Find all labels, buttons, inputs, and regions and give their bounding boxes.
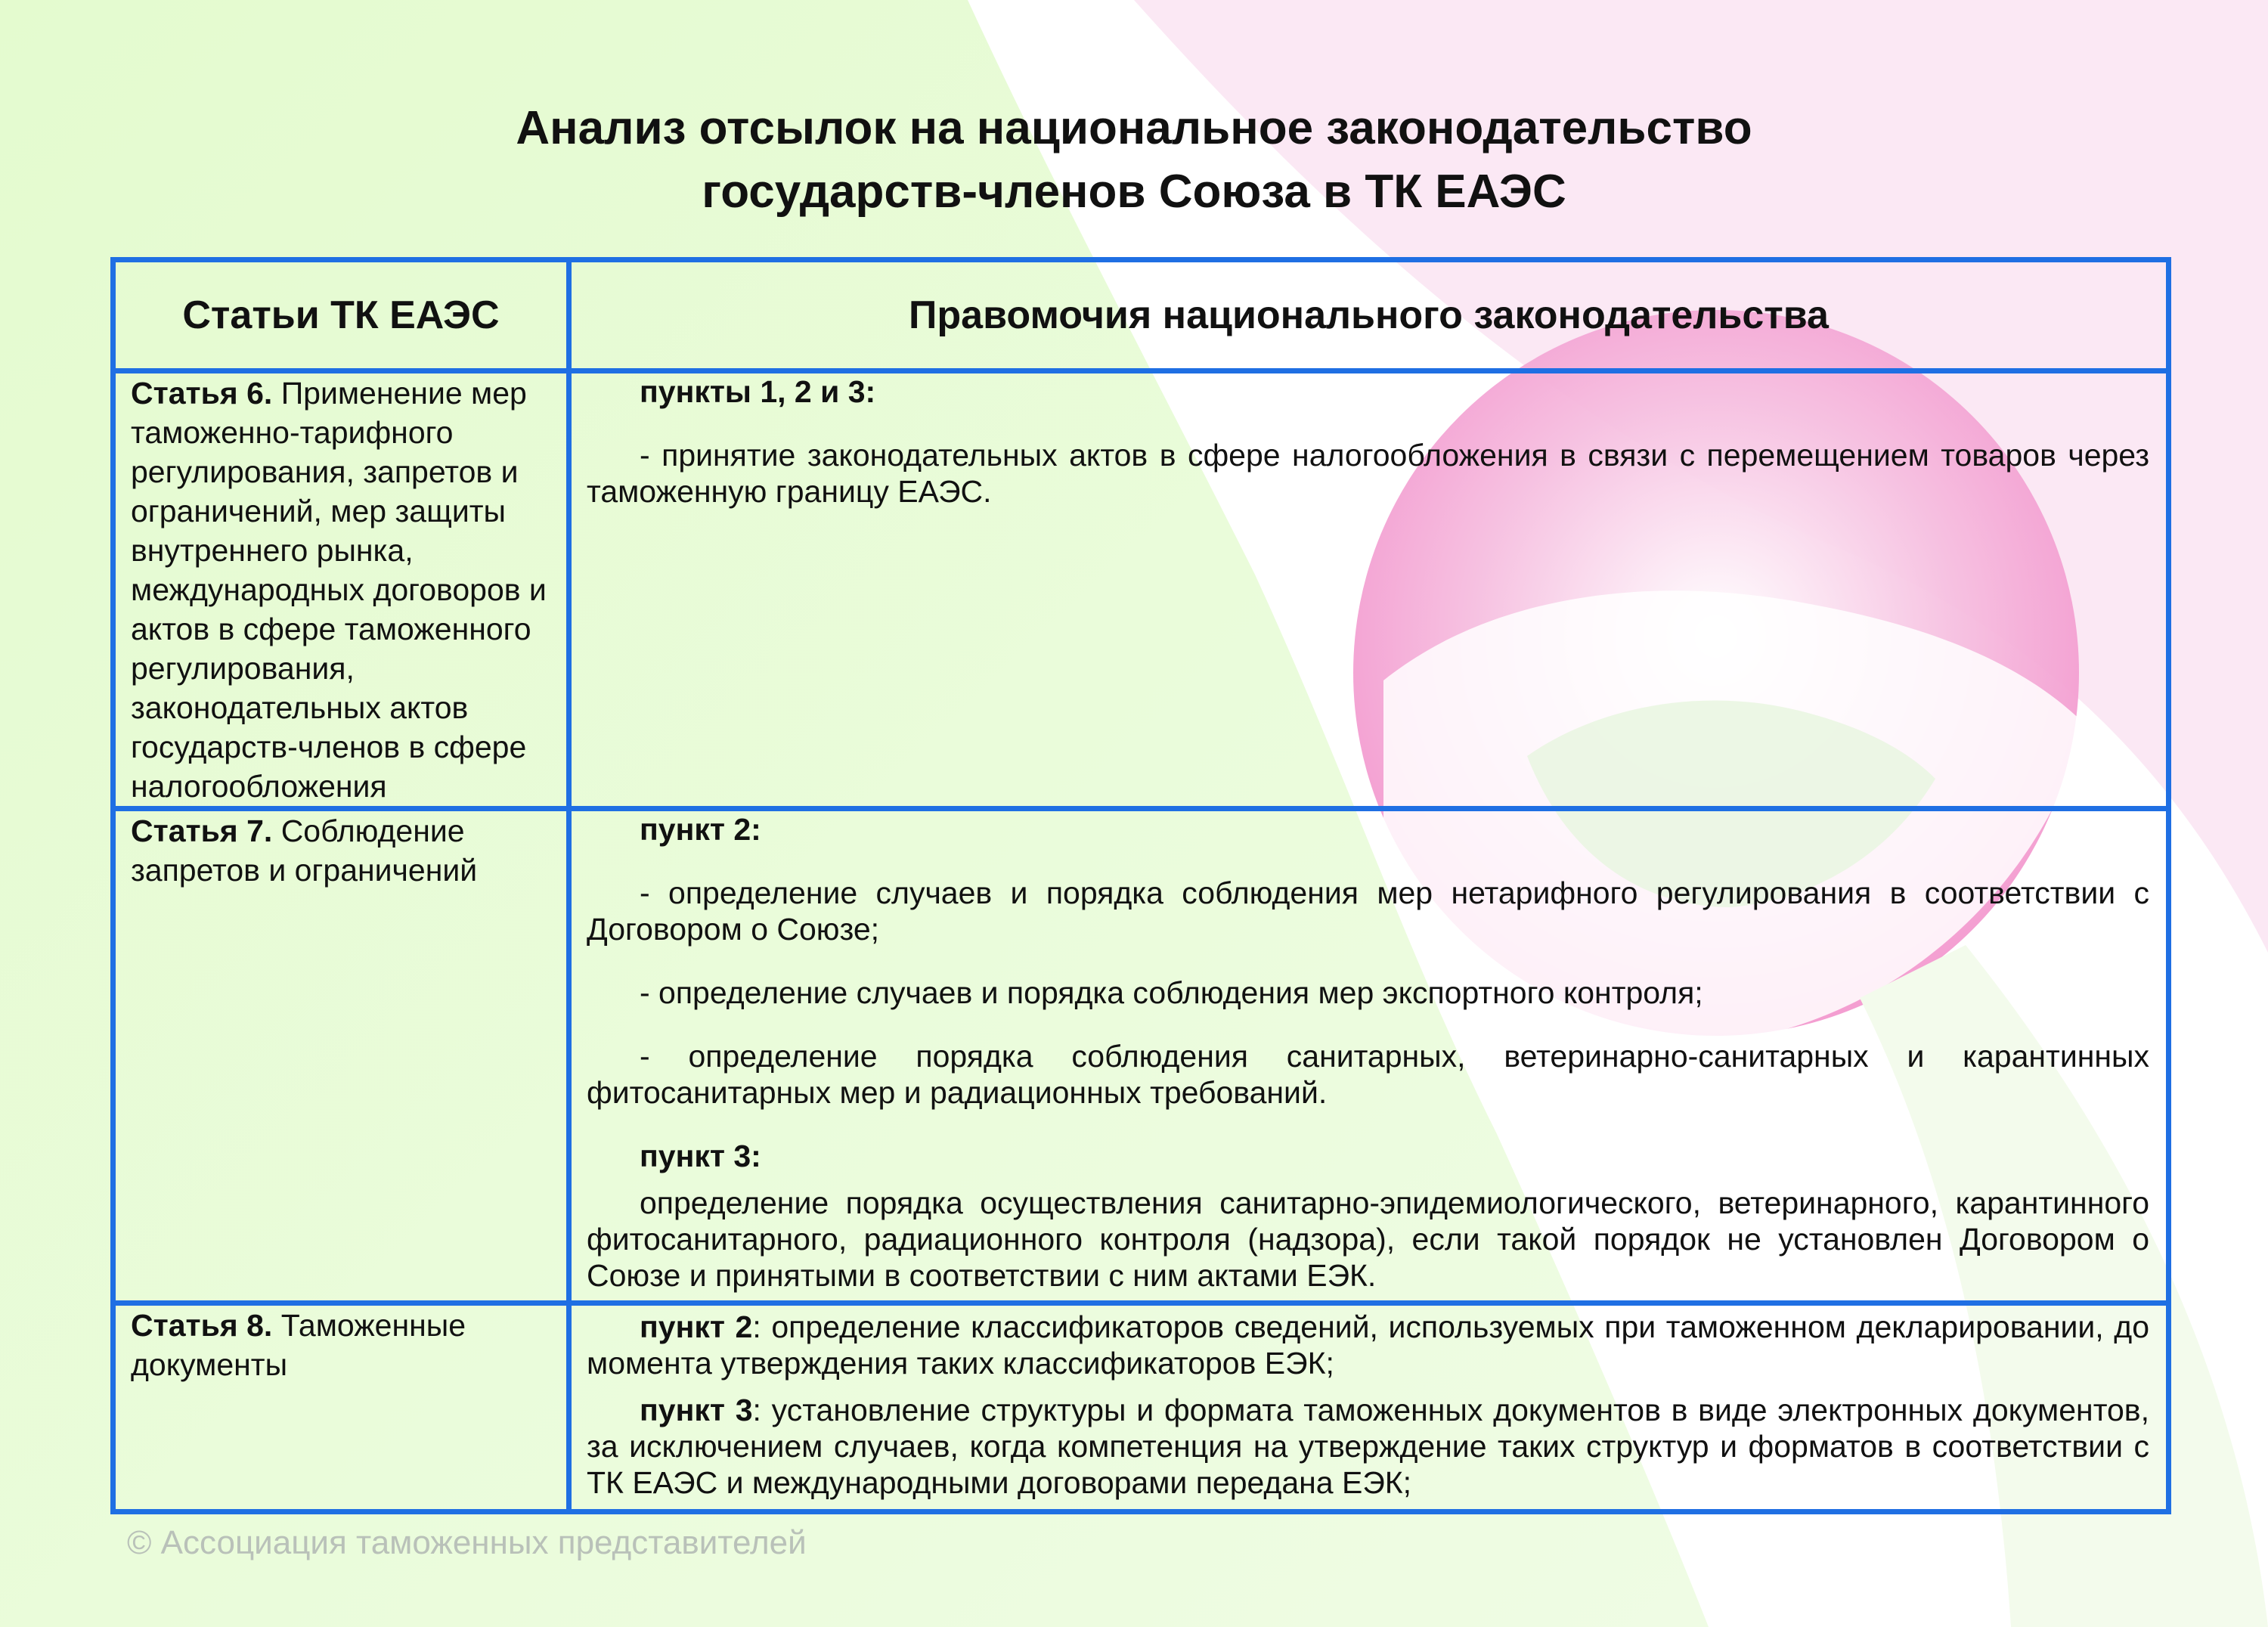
- article-label: Статья 7.: [131, 814, 273, 848]
- table-row: [113, 1303, 2169, 1512]
- point-item: - определение случаев и порядка соблюдения мер нетарифного регулирования в соответствии с Договором о Союзе;: [587, 875, 2149, 947]
- point-text: : установление структуры и формата таможенных документов в виде электронных документов, за исключением случаев, когда компетенция на утверждение таких структур и форматов в соответствии с ТК ЕАЭС и международными договорами передана ЕЭК;: [587, 1393, 2149, 1500]
- point-item: - определение случаев и порядка соблюдения мер экспортного контроля;: [640, 975, 1703, 1010]
- powers-cell: [569, 1303, 2169, 1512]
- point-text: определение порядка осуществления санитарно-эпидемиологического, ветеринарного, карантинного фитосанитарного, радиационного контроля (надзора), если такой порядок не установлен Договором о Союзе и принятыми в соответствии с ним актами ЕЭК.: [587, 1185, 2149, 1293]
- point-label: пункт 2: [640, 1309, 753, 1344]
- point-label: пункт 3: [640, 1393, 753, 1427]
- point-paragraph: [587, 1392, 2149, 1501]
- article-title: Таможенные документы: [131, 1308, 466, 1382]
- powers-cell: [569, 809, 2169, 1303]
- point-text: : определение классификаторов сведений, используемых при таможенном декларировании, до момента утверждения таких классификаторов ЕЭК;: [587, 1309, 2150, 1381]
- copyright-footer: © Ассоциация таможенных представителей: [127, 1524, 807, 1561]
- article-title: Применение мер таможенно-тарифного регулирования, запретов и ограничений, мер защиты внутреннего рынка, международных договоров и актов в сфере таможенного регулирования, законодательных актов государств-членов в сфере налогообложения: [131, 376, 547, 804]
- article-cell: [113, 371, 569, 809]
- page-title: [302, 97, 1966, 224]
- point-paragraph: [587, 1309, 2149, 1381]
- point-label: пункт 2:: [640, 812, 761, 847]
- table-row: [113, 371, 2169, 809]
- article-cell: [113, 809, 569, 1303]
- point-item: - принятие законодательных актов в сфере налогообложения в связи с перемещением товаров через таможенную границу ЕАЭС.: [587, 438, 2149, 509]
- point-item: - определение порядка соблюдения санитарных, ветеринарно-санитарных и карантинных фитосанитарных мер и радиационных требований.: [587, 1039, 2149, 1110]
- article-cell: [113, 1303, 569, 1512]
- title-line-2: государств-членов Союза в ТК ЕАЭС: [702, 166, 1566, 218]
- table-header-row: [113, 260, 2169, 371]
- point-label: пункты 1, 2 и 3:: [640, 374, 876, 409]
- header-articles: Статьи ТК ЕАЭС: [113, 260, 569, 371]
- references-table: [110, 257, 2171, 1514]
- article-label: Статья 6.: [131, 376, 273, 411]
- table-row: [113, 809, 2169, 1303]
- article-label: Статья 8.: [131, 1308, 273, 1343]
- powers-cell: [569, 371, 2169, 809]
- header-powers: Правомочия национального законодательства: [569, 260, 2169, 371]
- point-label: пункт 3:: [640, 1139, 761, 1173]
- article-title: Соблюдение запретов и ограничений: [131, 814, 478, 888]
- title-line-1: Анализ отсылок на национальное законодательство: [516, 102, 1752, 154]
